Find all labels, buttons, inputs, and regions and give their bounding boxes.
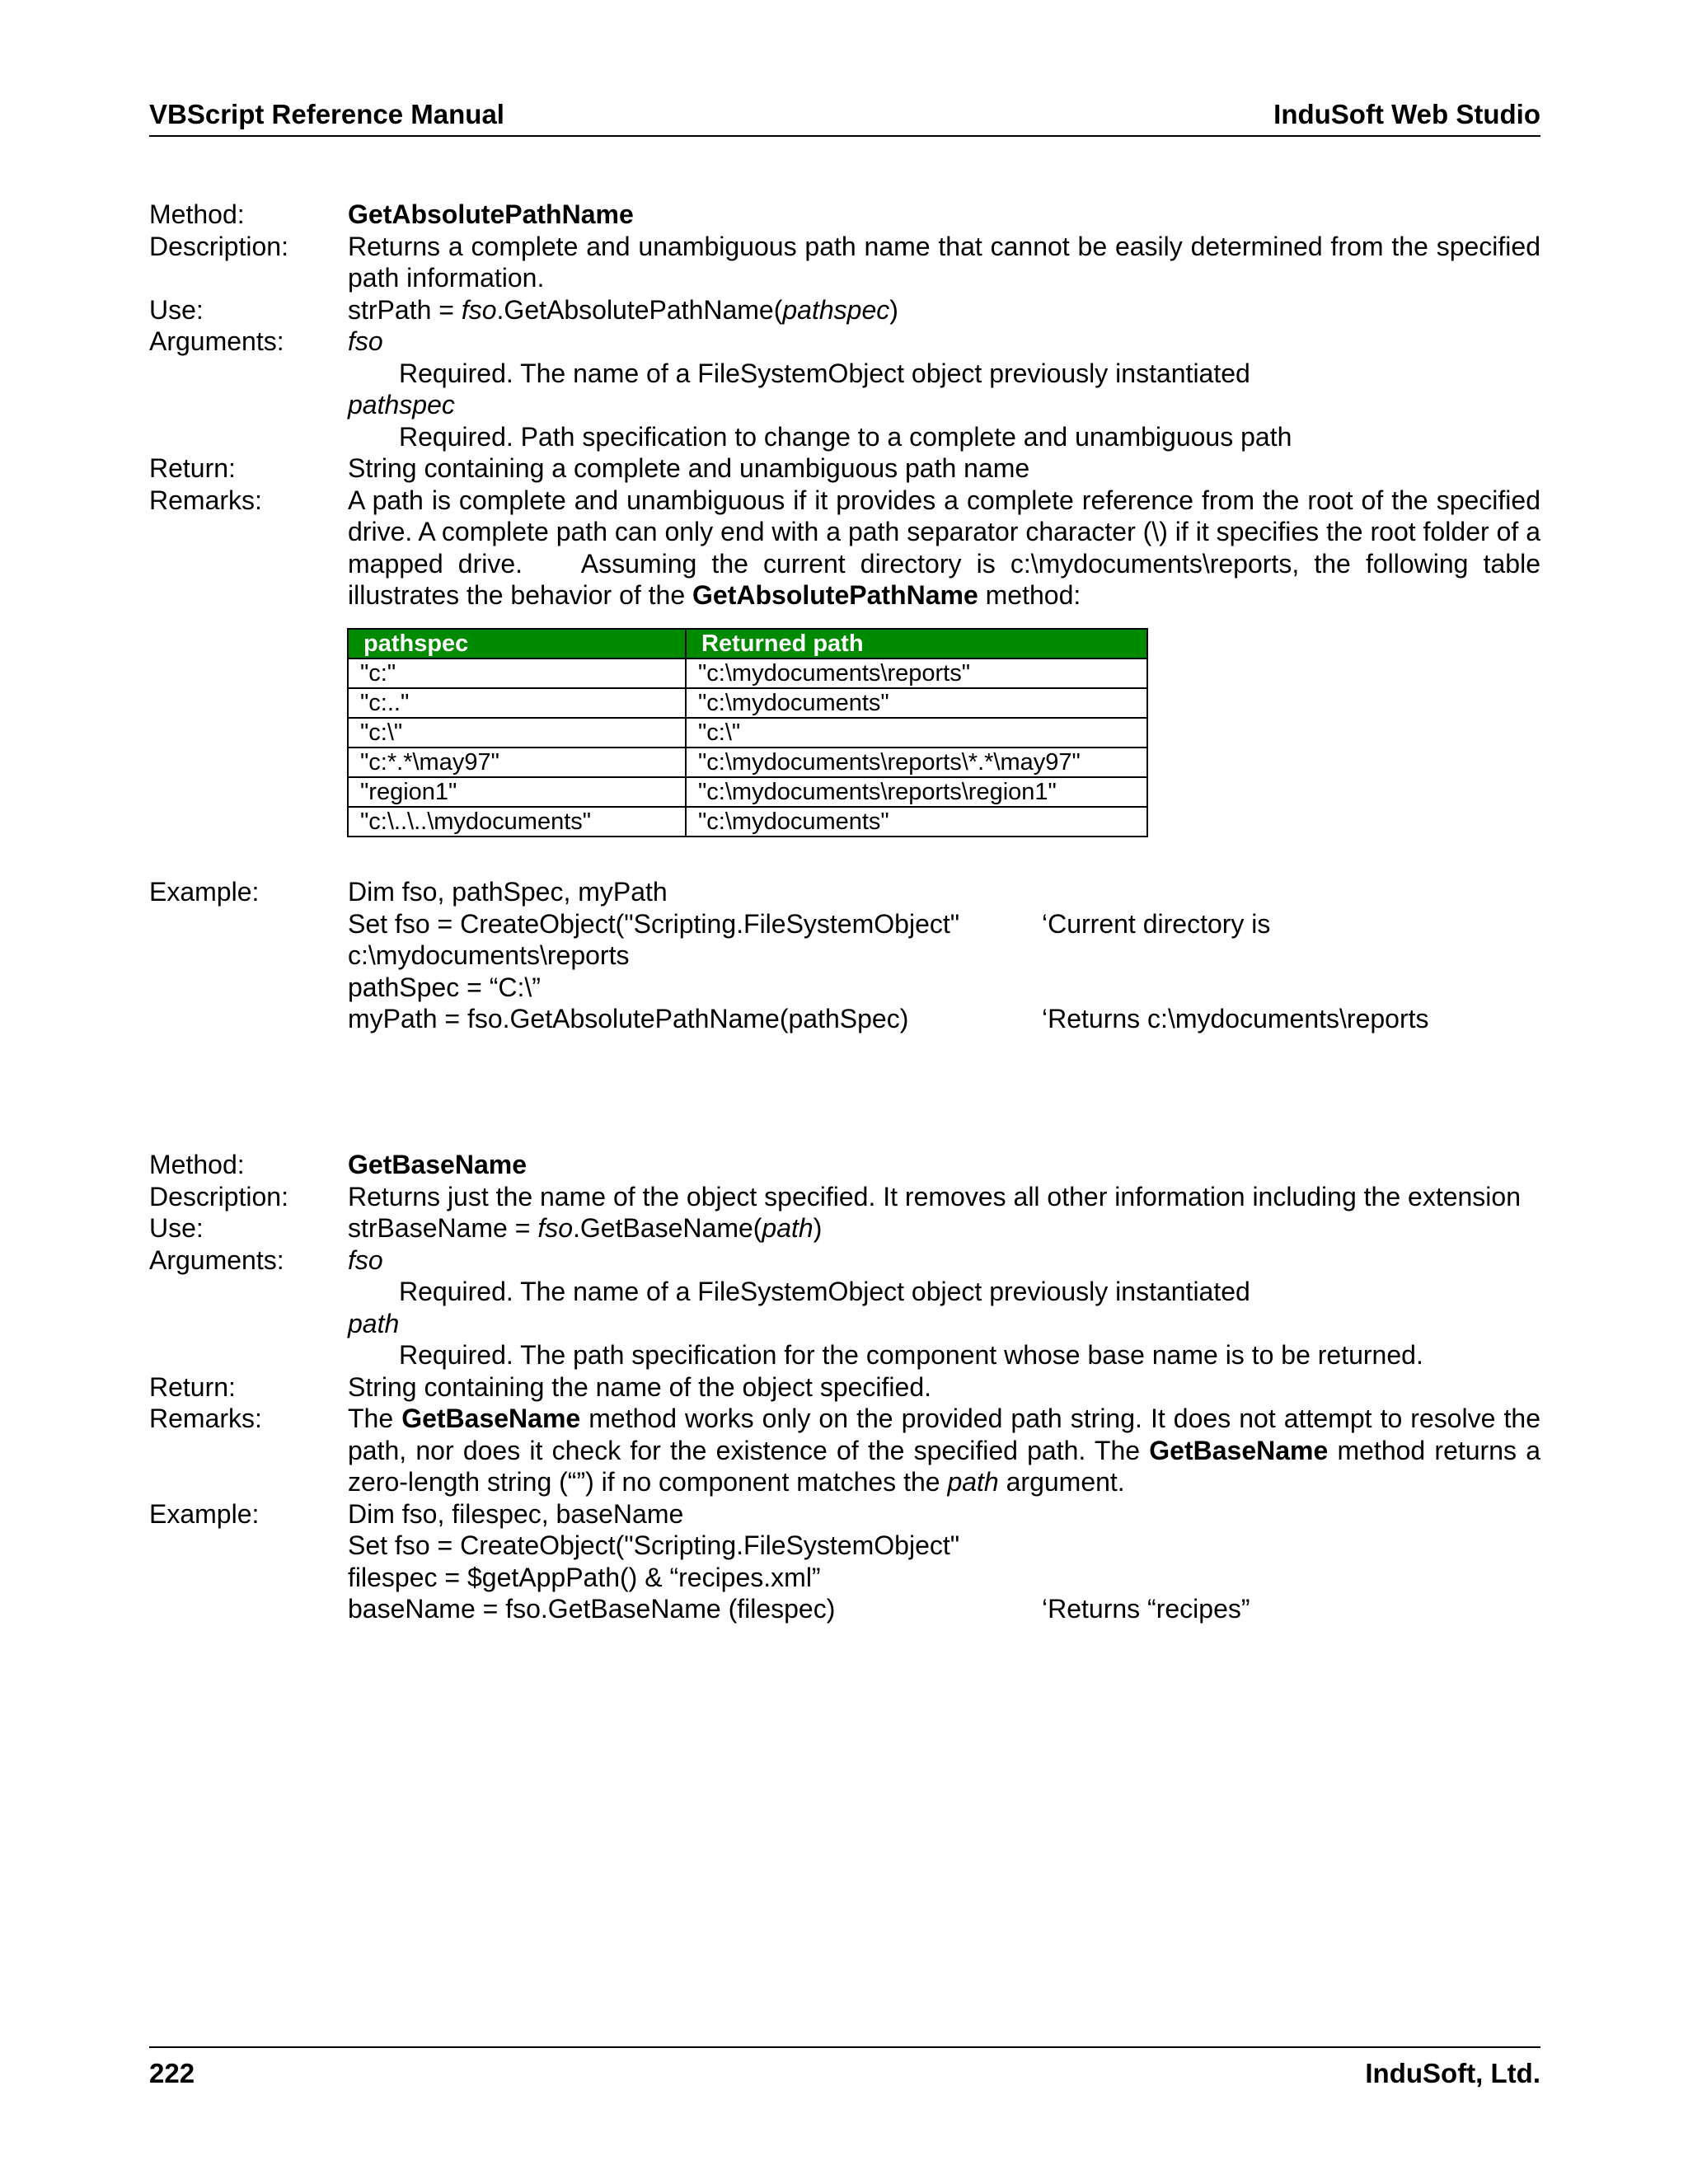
return-text: String containing a complete and unambiguous path name — [348, 453, 1030, 483]
use-post: ) — [889, 294, 898, 325]
code-line — [348, 940, 1540, 972]
description-label: Description: — [149, 1181, 288, 1212]
table-row — [348, 777, 1147, 807]
code-line — [348, 908, 1540, 940]
argument-name: fso — [348, 1244, 383, 1275]
argument-desc: Required. The path specification for the component whose base name is to be returned. — [399, 1340, 1423, 1370]
remarks-text — [348, 485, 1548, 612]
remarks-method-name: GetBaseName — [401, 1404, 581, 1433]
use-arg: path — [762, 1213, 814, 1243]
code-text: c:\mydocuments\reports — [348, 940, 630, 970]
use-object: fso — [461, 294, 497, 325]
code-comment: ‘Returns c:\mydocuments\reports — [1042, 1004, 1429, 1033]
table-cell: "c:.." — [348, 688, 686, 718]
method-section-getabsolutepathname — [149, 199, 1548, 612]
arguments-row — [149, 1244, 1540, 1371]
remarks-row — [149, 485, 1548, 612]
code-text: baseName = fso.GetBaseName (filespec) — [348, 1594, 836, 1624]
example-row — [149, 876, 1540, 1035]
remarks-label: Remarks: — [149, 1404, 262, 1433]
arguments-list — [348, 326, 1540, 452]
use-object: fso — [537, 1213, 573, 1243]
remarks-arg-name: path — [947, 1467, 999, 1497]
use-row — [149, 1212, 1540, 1244]
code-text: Set fso = CreateObject("Scripting.FileSystemObject" — [348, 908, 960, 939]
use-mid: .GetAbsolutePathName( — [496, 294, 783, 325]
code-text: Dim fso, filespec, baseName — [348, 1498, 684, 1529]
description-text: Returns a complete and unambiguous path name that cannot be easily determined from the specified path information. — [348, 231, 1540, 293]
remarks-part: A path is complete and unambiguous if it provides a complete reference from the root of the specified drive. A complete path can only end with a path separator character (\) if it specifies the root folder of a mapped drive. Assuming the current directory is c:\mydocuments\reports, the following table illustrates the behavior of the — [348, 485, 1548, 610]
table-cell: "c:" — [348, 658, 686, 688]
code-text: pathSpec = “C:\” — [348, 972, 541, 1002]
manual-title: VBScript Reference Manual — [149, 99, 504, 129]
argument-name: path — [348, 1308, 400, 1338]
table-row — [348, 807, 1147, 837]
remarks-part: The — [348, 1404, 402, 1433]
table-cell: "c:\mydocuments\reports" — [686, 658, 1147, 688]
code-text: filespec = $getAppPath() & “recipes.xml” — [348, 1562, 821, 1592]
remarks-part: method returns a zero-length string (“”) if no component matches the — [348, 1435, 1540, 1497]
remarks-text — [348, 1403, 1540, 1498]
method-name: GetBaseName — [348, 1150, 527, 1179]
table-header-returned-path: Returned path — [686, 629, 1147, 658]
use-syntax — [348, 1212, 1540, 1244]
argument-name: fso — [348, 326, 383, 356]
table-cell: "region1" — [348, 777, 686, 807]
table-row — [348, 748, 1147, 777]
table-cell: "c:\mydocuments\reports\*.*\may97" — [686, 748, 1147, 777]
page-number: 222 — [149, 2058, 195, 2088]
argument-desc: Required. The name of a FileSystemObject object previously instantiated — [399, 358, 1250, 388]
description-label: Description: — [149, 231, 288, 261]
code-line — [348, 972, 1540, 1004]
description-row — [149, 1181, 1540, 1213]
table-cell: "c:\mydocuments" — [686, 688, 1147, 718]
code-comment: ‘Current directory is — [1042, 908, 1271, 939]
use-pre: strBaseName = — [348, 1213, 538, 1243]
method-label: Method: — [149, 1150, 245, 1179]
table-cell: "c:\mydocuments\reports\region1" — [686, 777, 1147, 807]
example-label: Example: — [149, 877, 260, 907]
remarks-method-name: GetBaseName — [1149, 1435, 1329, 1465]
use-pre: strPath = — [348, 294, 462, 325]
example-label: Example: — [149, 1498, 260, 1529]
code-text: Set fso = CreateObject("Scripting.FileSystemObject" — [348, 1530, 960, 1560]
code-line — [348, 1562, 1540, 1594]
return-label: Return: — [149, 1371, 236, 1402]
use-arg: pathspec — [782, 294, 890, 325]
code-line — [348, 1593, 1540, 1625]
return-row — [149, 1371, 1540, 1404]
table-cell: "c:\..\..\mydocuments" — [348, 807, 686, 837]
table-row — [348, 688, 1147, 718]
code-comment: ‘Returns “recipes” — [1042, 1594, 1250, 1624]
code-line — [348, 876, 1540, 908]
remarks-part: method works only on the provided path string. It does not attempt to resolve the path, nor does it check for the existence of the specified path. The — [348, 1404, 1541, 1465]
remarks-method-name: GetAbsolutePathName — [692, 580, 978, 610]
table-cell: "c:\mydocuments" — [686, 807, 1147, 837]
use-row — [149, 294, 1540, 326]
remarks-row — [149, 1403, 1540, 1498]
example-section-1 — [149, 876, 1540, 1035]
use-label: Use: — [149, 294, 204, 325]
use-mid: .GetBaseName( — [573, 1213, 762, 1243]
method-section-getbasename — [149, 1149, 1540, 1625]
use-label: Use: — [149, 1213, 204, 1243]
remarks-part: argument. — [998, 1467, 1125, 1497]
arguments-list — [348, 1244, 1540, 1371]
use-post: ) — [813, 1213, 823, 1243]
code-line — [348, 1530, 1540, 1562]
example-row — [149, 1498, 1540, 1625]
table-cell: "c:*.*\may97" — [348, 748, 686, 777]
use-syntax — [348, 294, 1540, 326]
example-code — [348, 876, 1540, 1035]
remarks-label: Remarks: — [149, 485, 262, 515]
return-label: Return: — [149, 453, 236, 483]
page-footer — [149, 2046, 1540, 2089]
method-row — [149, 199, 1540, 231]
description-text: Returns just the name of the object specified. It removes all other information including the extension — [348, 1181, 1521, 1212]
remarks-part: method: — [978, 580, 1081, 610]
method-name: GetAbsolutePathName — [348, 199, 634, 229]
table-header-row — [348, 629, 1147, 658]
code-line — [348, 1003, 1540, 1035]
argument-desc: Required. The name of a FileSystemObject object previously instantiated — [399, 1277, 1250, 1306]
pathspec-table — [347, 628, 1148, 837]
description-row — [149, 231, 1540, 294]
page-header — [149, 97, 1540, 137]
method-row — [149, 1149, 1540, 1181]
argument-desc: Required. Path specification to change to a complete and unambiguous path — [399, 421, 1292, 452]
table-row — [348, 658, 1147, 688]
code-text: Dim fso, pathSpec, myPath — [348, 877, 668, 907]
example-code — [348, 1498, 1540, 1625]
table-cell: "c:\" — [686, 718, 1147, 748]
code-text: myPath = fso.GetAbsolutePathName(pathSpec) — [348, 1004, 909, 1033]
company-name: InduSoft, Ltd. — [1365, 2058, 1540, 2088]
product-name: InduSoft Web Studio — [1273, 99, 1540, 129]
table-header-pathspec: pathspec — [348, 629, 686, 658]
return-text: String containing the name of the object specified. — [348, 1371, 931, 1402]
arguments-label: Arguments: — [149, 1244, 284, 1275]
return-row — [149, 452, 1540, 485]
table-cell: "c:\" — [348, 718, 686, 748]
argument-name: pathspec — [348, 390, 455, 419]
method-label: Method: — [149, 199, 245, 229]
arguments-row — [149, 326, 1540, 452]
code-line — [348, 1498, 1540, 1530]
table-row — [348, 718, 1147, 748]
arguments-label: Arguments: — [149, 326, 284, 356]
